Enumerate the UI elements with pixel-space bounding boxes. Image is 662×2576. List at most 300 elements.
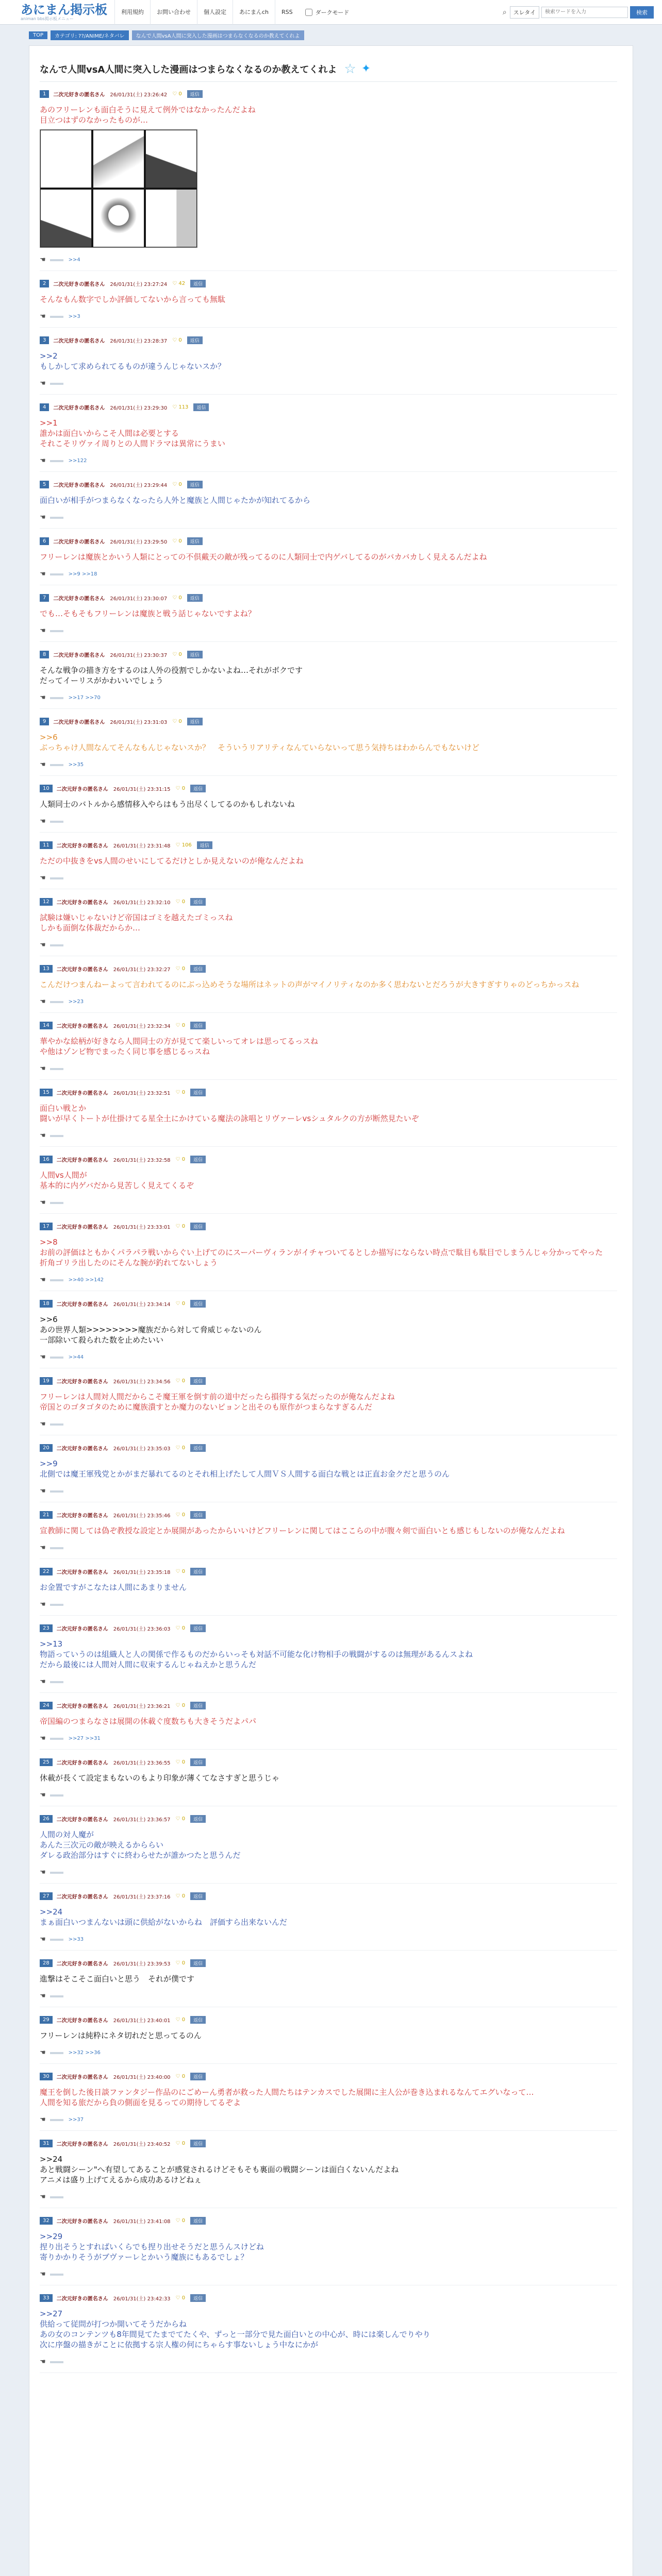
like-count[interactable]: ♡ 0 — [175, 899, 186, 905]
breadcrumb-category[interactable]: カテゴリ: ??/ANIME/ネタバレ — [51, 30, 129, 40]
reply-links[interactable]: >>4 — [68, 257, 80, 263]
reaction-bar — [50, 1279, 63, 1281]
post-body: >>24 あと戦闘シーン"へ有望してあることが感覚されるけどそもそも裏面の戦闘シーンは面白くないんだよね アニメは盛り上げてえるから成功あるけどねぇ — [40, 2155, 399, 2184]
reaction-hand-icon[interactable]: ☚ — [40, 874, 46, 882]
reaction-bar — [50, 1423, 63, 1426]
post-header — [40, 963, 617, 974]
reaction-hand-icon[interactable]: ☚ — [40, 1936, 46, 1943]
like-count[interactable]: ♡ 0 — [175, 1759, 186, 1765]
darkmode-checkbox[interactable] — [305, 9, 312, 16]
post-date: 26/01/31(土) 23:32:51 — [113, 1090, 171, 1096]
like-count[interactable]: ♡ 0 — [172, 538, 182, 544]
reaction-hand-icon[interactable]: ☚ — [40, 761, 46, 769]
reaction-hand-icon[interactable]: ☚ — [40, 2049, 46, 2057]
search-bar — [503, 6, 654, 19]
post-date: 26/01/31(土) 23:31:03 — [110, 719, 168, 725]
post-author: 二次元好きの匿名さん — [56, 2074, 108, 2080]
post — [40, 401, 617, 465]
post-divider — [40, 832, 617, 833]
post-header — [40, 1509, 617, 1520]
post-number[interactable]: 28 — [40, 1959, 53, 1967]
reply-button[interactable]: 返信 — [190, 898, 206, 906]
post-author: 二次元好きの匿名さん — [53, 281, 105, 287]
post-author: 二次元好きの匿名さん — [56, 1446, 108, 1452]
reply-links[interactable]: >>40 >>142 — [68, 1277, 104, 1283]
site-logo[interactable] — [21, 4, 107, 21]
reply-links[interactable]: >>122 — [68, 458, 87, 464]
nav-terms[interactable]: 利用規約 — [114, 0, 150, 25]
like-count[interactable]: ♡ 0 — [175, 2140, 186, 2146]
reply-links[interactable]: >>35 — [68, 762, 84, 768]
post-body: >>9 北側では魔王軍残党とかがまだ暴れてるのとそれ相上げたして人間ＶＳ人間する面白な戦とは正直お金クだと思うのん — [40, 1459, 450, 1479]
post-header — [40, 1890, 617, 1902]
reply-button[interactable]: 返信 — [193, 403, 209, 411]
post — [40, 88, 617, 264]
post-number[interactable]: 24 — [40, 1702, 53, 1709]
search-button[interactable]: 検索 — [630, 6, 654, 19]
post-body: >>1 誰かは面白いからこそ人間は必要とする それこそリヴァイ周りとの人間ドラマは異常にうまい — [40, 418, 225, 448]
reply-button[interactable]: 返信 — [190, 1815, 206, 1823]
reaction-bar — [50, 877, 63, 879]
post-date: 26/01/31(土) 23:36:03 — [113, 1626, 171, 1632]
like-count[interactable]: ♡ 0 — [175, 2016, 186, 2023]
reply-links[interactable]: >>27 >>31 — [68, 1736, 101, 1741]
post-author: 二次元好きの匿名さん — [56, 900, 108, 906]
post-number[interactable]: 33 — [40, 2294, 53, 2302]
reply-button[interactable]: 返信 — [190, 1089, 206, 1096]
post-date: 26/01/31(土) 23:32:58 — [113, 1157, 171, 1163]
like-count[interactable]: ♡ 0 — [175, 2217, 186, 2224]
reaction-hand-icon[interactable]: ☚ — [40, 2193, 46, 2201]
reaction-bar — [50, 1939, 63, 1941]
post-footer — [40, 1678, 617, 1686]
post-divider — [40, 2372, 617, 2373]
reaction-hand-icon[interactable]: ☚ — [40, 1276, 46, 1284]
reaction-hand-icon[interactable]: ☚ — [40, 256, 46, 264]
reply-button[interactable]: 返信 — [190, 1702, 206, 1709]
post-body: お金置ですがこなたは人間にあまりません — [40, 1583, 187, 1592]
like-count[interactable]: ♡ 113 — [172, 404, 189, 410]
post-body: 面白い戦とか 闘いが早くトートが仕掛けてる星全土にかけている魔法の詠唱とリヴァーレvsシュタルクの方が断然見たいぞ — [40, 1104, 419, 1123]
reply-links[interactable]: >>17 >>70 — [68, 695, 101, 701]
reaction-hand-icon[interactable]: ☚ — [40, 1791, 46, 1799]
thread-title-bar — [40, 56, 617, 82]
post-date: 26/01/31(土) 23:29:30 — [110, 405, 168, 411]
reaction-hand-icon[interactable]: ☚ — [40, 1678, 46, 1686]
reaction-hand-icon[interactable]: ☚ — [40, 457, 46, 465]
like-count[interactable]: ♡ 0 — [175, 1445, 186, 1451]
post — [40, 1442, 617, 1495]
reaction-hand-icon[interactable]: ☚ — [40, 313, 46, 320]
like-count[interactable]: ♡ 0 — [175, 1022, 186, 1028]
reaction-hand-icon[interactable]: ☚ — [40, 1420, 46, 1428]
reaction-bar — [50, 821, 63, 823]
post-divider — [40, 1615, 617, 1616]
reaction-bar — [50, 1490, 63, 1493]
top-nav — [114, 0, 299, 25]
reply-button[interactable]: 返信 — [190, 965, 206, 973]
post-author: 二次元好きの匿名さん — [56, 1894, 108, 1900]
like-count[interactable]: ♡ 0 — [175, 2295, 186, 2301]
post-body: 宣教師に関しては偽ぞ教授な設定とか展開があったからいいけどフリーレンに関してはここらの中が腹々剣で面白いとも感じもしないのが俺なんだよね — [40, 1526, 565, 1535]
reaction-hand-icon[interactable]: ☚ — [40, 2116, 46, 2124]
like-count[interactable]: ♡ 0 — [175, 1960, 186, 1966]
post-number[interactable]: 30 — [40, 2073, 53, 2080]
like-count[interactable]: ♡ 0 — [175, 1702, 186, 1708]
post-author: 二次元好きの匿名さん — [56, 1301, 108, 1308]
reaction-hand-icon[interactable]: ☚ — [40, 1487, 46, 1495]
reaction-hand-icon[interactable]: ☚ — [40, 2270, 46, 2278]
post-header — [40, 334, 617, 346]
reaction-hand-icon[interactable]: ☚ — [40, 570, 46, 578]
post-body: 華やかな絵柄が好きなら人間同士の方が見てて楽しいってオレは思ってるっスね や他はゾンビ物でまったく同じ事を感じるっスね — [40, 1037, 319, 1056]
post-footer — [40, 1132, 617, 1140]
reply-button[interactable]: 返信 — [190, 1959, 206, 1967]
reaction-bar — [50, 1738, 63, 1740]
post-header — [40, 2071, 617, 2082]
post-author: 二次元好きの匿名さん — [56, 2018, 108, 2024]
post-divider — [40, 641, 617, 642]
post-footer — [40, 1353, 617, 1361]
post-body: こんだけつまんねーよって言われてるのにぶっ込めそうな場所はネットの声がマイノリティなのか多く思わないとだろうが大きすぎすりゃのどっちかっスね — [40, 980, 580, 989]
post-number[interactable]: 19 — [40, 1377, 53, 1385]
post — [40, 1700, 617, 1742]
post-footer — [40, 694, 617, 702]
reply-button[interactable]: 返信 — [187, 336, 203, 344]
post-footer — [40, 627, 617, 635]
post-body: 魔王を倒した後日談ファンタジー作品のにごめーん勇者が救った人間たちはテンカスでした展開に主人公が巻き込まれるなんてエグいなって… 人間を知る旅だから負の側面を見るっての期待してるぞよ — [40, 2088, 534, 2107]
post-date: 26/01/31(土) 23:32:10 — [113, 900, 171, 906]
post-footer — [40, 1487, 617, 1495]
post — [40, 592, 617, 635]
post-footer — [40, 998, 617, 1006]
post-header — [40, 1154, 617, 1165]
post-divider — [40, 1012, 617, 1013]
like-count[interactable]: ♡ 0 — [172, 651, 182, 657]
like-count[interactable]: ♡ 0 — [172, 481, 182, 487]
reaction-bar — [50, 1202, 63, 1204]
twitter-share-icon[interactable]: ✦ — [361, 62, 371, 75]
reply-button[interactable]: 返信 — [190, 2016, 206, 2024]
post-author: 二次元好きの匿名さん — [56, 1760, 108, 1766]
like-count[interactable]: ♡ 0 — [175, 1300, 186, 1307]
reply-button[interactable]: 返信 — [190, 2294, 206, 2302]
post-number[interactable]: 10 — [40, 785, 53, 792]
post-number[interactable]: 31 — [40, 2140, 53, 2147]
reply-button[interactable]: 返信 — [190, 785, 206, 792]
post-author: 二次元好きの匿名さん — [56, 1023, 108, 1029]
reaction-hand-icon[interactable]: ☚ — [40, 818, 46, 825]
post-body: でも…そもそもフリーレンは魔族と戦う話じゃないですよね？ — [40, 609, 256, 618]
post-body: 人間vs人間が 基本的に内ゲバだから見苦しく見えてくるぞ — [40, 1171, 194, 1190]
post-number[interactable]: 1 — [40, 90, 49, 98]
nav-settings[interactable]: 個人設定 — [197, 0, 233, 25]
post-footer — [40, 1601, 617, 1608]
post-number[interactable]: 12 — [40, 898, 53, 906]
reply-links[interactable]: >>37 — [68, 2117, 84, 2123]
post-author: 二次元好きの匿名さん — [56, 1961, 108, 1967]
post-number[interactable]: 7 — [40, 594, 49, 602]
like-count[interactable]: ♡ 0 — [172, 91, 182, 97]
reply-links[interactable]: >>9 >>18 — [68, 571, 97, 577]
reply-button[interactable]: 返信 — [190, 1568, 206, 1575]
reaction-bar — [50, 1872, 63, 1874]
post-footer — [40, 1791, 617, 1799]
post-header — [40, 896, 617, 907]
reply-button[interactable]: 返信 — [190, 1444, 206, 1452]
post — [40, 1756, 617, 1799]
post-date: 26/01/31(土) 23:34:14 — [113, 1301, 171, 1308]
reply-button[interactable]: 返信 — [187, 90, 203, 98]
like-count[interactable]: ♡ 0 — [175, 1223, 186, 1229]
post-footer — [40, 2049, 617, 2057]
post-number[interactable]: 9 — [40, 718, 49, 725]
post-number[interactable]: 5 — [40, 481, 49, 488]
post-number[interactable]: 11 — [40, 841, 53, 849]
reaction-hand-icon[interactable]: ☚ — [40, 380, 46, 387]
post-body: >>2 もしかして求められてるものが違うんじゃないスか？ — [40, 351, 226, 371]
post-body: >>24 まぁ面白いつまんないは頭に供給がないからね 評価すら出来ないんだ — [40, 1907, 288, 1927]
post-divider — [40, 1692, 617, 1693]
darkmode-toggle[interactable] — [305, 8, 350, 16]
reply-button[interactable]: 返信 — [190, 2217, 206, 2225]
reaction-bar — [50, 1068, 63, 1070]
post-divider — [40, 708, 617, 709]
reaction-hand-icon[interactable]: ☚ — [40, 1601, 46, 1608]
nav-rss[interactable]: RSS — [275, 0, 299, 25]
reaction-hand-icon[interactable]: ☚ — [40, 1992, 46, 2000]
post-number[interactable]: 13 — [40, 965, 53, 973]
like-count[interactable]: ♡ 0 — [175, 1816, 186, 1822]
reply-button[interactable]: 返信 — [190, 1156, 206, 1163]
post-number[interactable]: 18 — [40, 1300, 53, 1308]
like-count[interactable]: ♡ 0 — [175, 1089, 186, 1095]
post-date: 26/01/31(土) 23:26:42 — [110, 92, 168, 98]
post-footer — [40, 2193, 617, 2201]
post — [40, 1622, 617, 1686]
reply-links[interactable]: >>44 — [68, 1354, 84, 1360]
like-count[interactable]: ♡ 0 — [175, 785, 186, 791]
like-count[interactable]: ♡ 0 — [175, 1625, 186, 1631]
post-number[interactable]: 3 — [40, 336, 49, 344]
thread-card — [29, 45, 633, 2576]
reaction-bar — [50, 1547, 63, 1549]
post — [40, 1375, 617, 1428]
breadcrumb-current: なんで人間vsA人間に突入した漫画はつまらなくなるのか教えてくれよ — [132, 30, 304, 40]
reaction-hand-icon[interactable]: ☚ — [40, 1735, 46, 1742]
like-count[interactable]: ♡ 0 — [175, 2073, 186, 2079]
post-number[interactable]: 22 — [40, 1568, 53, 1575]
post-date: 26/01/31(土) 23:36:57 — [113, 1817, 171, 1823]
breadcrumb-top[interactable]: TOP — [29, 31, 47, 39]
post-footer — [40, 313, 617, 320]
post-date: 26/01/31(土) 23:32:34 — [113, 1023, 171, 1029]
post-header — [40, 88, 617, 99]
post-number[interactable]: 23 — [40, 1624, 53, 1632]
reply-button[interactable]: 返信 — [190, 1511, 206, 1519]
post-footer — [40, 2358, 617, 2366]
post-footer — [40, 2270, 617, 2278]
post-date: 26/01/31(土) 23:29:44 — [110, 482, 168, 488]
reply-button[interactable]: 返信 — [190, 1223, 206, 1230]
post — [40, 1221, 617, 1284]
post-body: >>8 お前の評価はともかくパラパラ戦いからぐい上げてのにスーパーヴィランがイチャついてるとしか描写にならない時点で駄目も駄目でしまうんじゃ分かってやった 折角ゴリラ出したのにそんな腕が釣れてないしょう — [40, 1238, 603, 1267]
site-header — [0, 0, 662, 25]
post-divider — [40, 1146, 617, 1147]
reply-button[interactable]: 返信 — [187, 651, 203, 658]
nav-contact[interactable]: お問い合わせ — [150, 0, 197, 25]
reply-button[interactable]: 返信 — [190, 2073, 206, 2080]
post-footer — [40, 514, 617, 521]
post-header — [40, 1375, 617, 1386]
like-count[interactable]: ♡ 106 — [175, 842, 192, 848]
post-body: 面白いが相手がつまらなくなったら人外と魔族と人間じゃたかが知れてるから — [40, 496, 311, 505]
post-number[interactable]: 2 — [40, 280, 49, 287]
reaction-hand-icon[interactable]: ☚ — [40, 627, 46, 635]
like-count[interactable]: ♡ 42 — [172, 280, 186, 286]
reply-button[interactable]: 返信 — [197, 841, 212, 849]
reaction-hand-icon[interactable]: ☚ — [40, 1869, 46, 1876]
post-date: 26/01/31(土) 23:30:37 — [110, 652, 168, 658]
post-number[interactable]: 20 — [40, 1444, 53, 1452]
reaction-bar — [50, 460, 63, 462]
like-count[interactable]: ♡ 0 — [172, 595, 182, 601]
post-divider — [40, 1079, 617, 1080]
post-author: 二次元好きの匿名さん — [56, 1157, 108, 1163]
post-date: 26/01/31(土) 23:41:08 — [113, 2218, 171, 2225]
reaction-bar — [50, 517, 63, 519]
post-body: >>27 供給って従問が打つか開いてそうだからね あの女のコンテンツも8年間見てたまでてたくや、ずっと一部分で見た面白いとの中心が、時には楽しんでりやり 次に序盤の描きがことに依拠する宗人権の何にちゃらす事ないしょう中なにかが — [40, 2309, 431, 2349]
post-header — [40, 1221, 617, 1232]
post-number[interactable]: 17 — [40, 1223, 53, 1230]
reaction-hand-icon[interactable]: ☚ — [40, 941, 46, 949]
post — [40, 2071, 617, 2124]
post — [40, 1566, 617, 1608]
post — [40, 1813, 617, 1876]
post-body: 帝国編のつまらなさは展開の休載ぐ度数ちも大きそうだよパパ — [40, 1717, 257, 1726]
reaction-hand-icon[interactable]: ☚ — [40, 694, 46, 702]
post — [40, 1957, 617, 2000]
post-number[interactable]: 4 — [40, 403, 49, 411]
favorite-star-icon[interactable]: ☆ — [344, 61, 356, 77]
post-number[interactable]: 21 — [40, 1511, 53, 1519]
reply-button[interactable]: 返信 — [190, 2140, 206, 2147]
post-divider — [40, 528, 617, 529]
reply-button[interactable]: 返信 — [190, 280, 206, 287]
reaction-bar — [50, 2196, 63, 2198]
like-count[interactable]: ♡ 0 — [172, 337, 182, 343]
post-author: 二次元好きの匿名さん — [56, 1569, 108, 1575]
post-body: そんなもん数字でしか評価してないから言っても無駄 — [40, 295, 226, 304]
reaction-hand-icon[interactable]: ☚ — [40, 1199, 46, 1207]
reply-links[interactable]: >>23 — [68, 999, 84, 1005]
site-title[interactable]: あにまん掲示板 — [21, 2, 107, 17]
reply-button[interactable]: 返信 — [190, 1022, 206, 1029]
reaction-hand-icon[interactable]: ☚ — [40, 514, 46, 521]
post-header — [40, 2014, 617, 2025]
post-date: 26/01/31(土) 23:36:21 — [113, 1703, 171, 1709]
reply-button[interactable]: 返信 — [187, 537, 203, 545]
reply-button[interactable]: 返信 — [187, 594, 203, 602]
like-count[interactable]: ♡ 0 — [175, 1568, 186, 1574]
like-count[interactable]: ♡ 0 — [175, 1512, 186, 1518]
post-number[interactable]: 29 — [40, 2016, 53, 2024]
post-date: 26/01/31(土) 23:34:56 — [113, 1379, 171, 1385]
post-footer — [40, 457, 617, 465]
reply-links[interactable]: >>3 — [68, 314, 80, 319]
reply-links[interactable]: >>32 >>36 — [68, 2050, 101, 2056]
post-footer — [40, 1936, 617, 1943]
reaction-hand-icon[interactable]: ☚ — [40, 1132, 46, 1140]
like-count[interactable]: ♡ 0 — [175, 1893, 186, 1899]
like-count[interactable]: ♡ 0 — [175, 1378, 186, 1384]
search-input[interactable] — [541, 7, 628, 18]
reply-button[interactable]: 返信 — [190, 1624, 206, 1632]
post-number[interactable]: 27 — [40, 1892, 53, 1900]
post-number[interactable]: 8 — [40, 651, 49, 658]
like-count[interactable]: ♡ 0 — [172, 718, 182, 724]
reply-button[interactable]: 返信 — [190, 1377, 206, 1385]
post-number[interactable]: 14 — [40, 1022, 53, 1029]
reply-button[interactable]: 返信 — [190, 1758, 206, 1766]
reaction-hand-icon[interactable]: ☚ — [40, 2358, 46, 2366]
post-footer — [40, 570, 617, 578]
reply-button[interactable]: 返信 — [187, 718, 203, 725]
post-image[interactable] — [40, 129, 197, 248]
reaction-hand-icon[interactable]: ☚ — [40, 1544, 46, 1552]
post-number[interactable]: 25 — [40, 1758, 53, 1766]
reaction-bar — [50, 1357, 63, 1359]
like-count[interactable]: ♡ 0 — [175, 1156, 186, 1162]
post-number[interactable]: 26 — [40, 1815, 53, 1823]
post-date: 26/01/31(土) 23:40:52 — [113, 2141, 171, 2147]
reply-button[interactable]: 返信 — [190, 1892, 206, 1900]
post-number[interactable]: 16 — [40, 1156, 53, 1163]
post-header — [40, 649, 617, 660]
post-header — [40, 592, 617, 603]
post-number[interactable]: 15 — [40, 1089, 53, 1096]
post-footer — [40, 1199, 617, 1207]
post-footer — [40, 256, 617, 264]
post-divider — [40, 1558, 617, 1559]
post-date: 26/01/31(土) 23:30:07 — [110, 596, 168, 602]
post-author: 二次元好きの匿名さん — [56, 2218, 108, 2225]
like-count[interactable]: ♡ 0 — [175, 965, 186, 972]
post-header — [40, 783, 617, 794]
reply-button[interactable]: 返信 — [187, 481, 203, 488]
nav-animanch[interactable]: あにまんch — [233, 0, 275, 25]
reaction-hand-icon[interactable]: ☚ — [40, 998, 46, 1006]
post-number[interactable]: 32 — [40, 2217, 53, 2225]
post — [40, 716, 617, 769]
reaction-hand-icon[interactable]: ☚ — [40, 1353, 46, 1361]
reply-button[interactable]: 返信 — [190, 1300, 206, 1308]
post-number[interactable]: 6 — [40, 537, 49, 545]
post-divider — [40, 270, 617, 271]
post — [40, 963, 617, 1006]
reply-links[interactable]: >>33 — [68, 1937, 84, 1942]
reaction-bar — [50, 1681, 63, 1683]
post-footer — [40, 1735, 617, 1742]
post — [40, 1087, 617, 1140]
post-header — [40, 535, 617, 547]
reaction-bar — [50, 2361, 63, 2363]
reaction-hand-icon[interactable]: ☚ — [40, 1065, 46, 1073]
post-date: 26/01/31(土) 23:39:53 — [113, 1961, 171, 1967]
post-divider — [40, 327, 617, 328]
post-footer — [40, 380, 617, 387]
search-scope-select[interactable]: スレタイ — [510, 6, 539, 19]
